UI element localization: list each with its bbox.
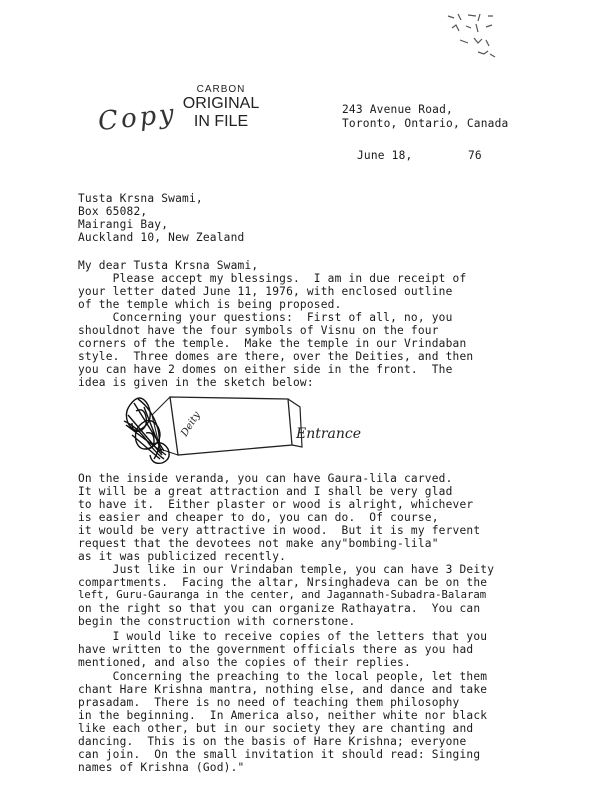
para6-line: in the beginning. In America also, neither white nor black (78, 709, 488, 722)
para2-line: style. Three domes are there, over the Deities, and then (78, 350, 474, 363)
para4-line: Just like in our Vrindaban temple, you can have 3 Deity (78, 563, 495, 576)
para1-line: your letter dated June 11, 1976, with enclosed outline (78, 285, 453, 298)
carbon-stamp (176, 84, 266, 131)
sketch-domes (124, 398, 169, 463)
para1-line: Please accept my blessings. I am in due receipt of (78, 272, 467, 285)
recipient-line-3: Mairangi Bay, (78, 218, 169, 231)
para4-line: left, Guru-Gauranga in the center, and Jagannath-Subadra-Balaram (78, 589, 487, 601)
para6-line: can join. On the small invitation it should read: Singing (78, 748, 481, 761)
sketch-label-deity: Deity (179, 410, 203, 439)
para3-line: as it was publicized recently. (78, 550, 287, 563)
para4-line: compartments. Facing the altar, Nrsinghadeva can be on the (78, 576, 488, 589)
copy-handwritten-note: Copy (96, 98, 179, 138)
para4-line: on the right so that you can organize Rathayatra. You can (78, 602, 481, 615)
para3-line: On the inside veranda, you can have Gaura-lila carved. (78, 472, 453, 485)
return-address-line-2: Toronto, Ontario, Canada (342, 117, 509, 130)
para3-line: request that the devotees not make any"bombing-lila" (78, 537, 439, 550)
para2-line: shouldnot have the four symbols of Visnu on the four (78, 324, 439, 337)
recipient-line-1: Tusta Krsna Swami, (78, 192, 203, 205)
para2-line: corners of the temple. Make the temple in our Vrindaban (78, 337, 467, 350)
para5-line: I would like to receive copies of the letters that you (78, 630, 488, 643)
stamp-line-original: ORIGINAL (182, 95, 260, 112)
para6-line: dancing. This is on the basis of Hare Krishna; everyone (78, 735, 467, 748)
stamp-line-in-file: IN FILE (193, 113, 249, 130)
sketch-label-entrance: Entrance (296, 426, 362, 442)
para4-line: begin the construction with cornerstone. (78, 615, 356, 628)
recipient-line-2: Box 65082, (78, 205, 148, 218)
para6-line: like each other, but in our society they are chanting and (78, 722, 474, 735)
para3-line: to have it. Either plaster or wood is alright, whichever (78, 498, 474, 511)
para6-line: Concerning the preaching to the local people, let them (78, 670, 488, 683)
para3-line: It will be a great attraction and I shall be very glad (78, 485, 453, 498)
temple-sketch (100, 385, 390, 480)
return-address-line-1: 243 Avenue Road, (342, 103, 453, 116)
para5-line: have written to the government officials there as you had (78, 643, 474, 656)
salutation: My dear Tusta Krsna Swami, (78, 259, 259, 272)
para6-line: names of Krishna (God)." (78, 761, 245, 774)
para1-line: of the temple which is being proposed. (78, 298, 342, 311)
para5-line: mentioned, and also the copies of their replies. (78, 656, 411, 669)
letter-date: June 18, 76 (357, 149, 482, 162)
recipient-line-4: Auckland 10, New Zealand (78, 231, 245, 244)
para3-line: it would be very attractive in wood. But it is my fervent (78, 524, 481, 537)
para6-line: prasadam. There is no need of teaching them philosophy (78, 696, 460, 709)
para2-line: you can have 2 domes on either side in the front. The (78, 363, 453, 376)
stamp-line-carbon: CARBON (196, 84, 246, 95)
para6-line: chant Hare Krishna mantra, nothing else, and dance and take (78, 683, 488, 696)
para3-line: is easier and cheaper to do, you can do. Of course, (78, 511, 439, 524)
para2-line: idea is given in the sketch below: (78, 376, 314, 389)
corner-scribble-icon (440, 10, 510, 65)
para2-line: Concerning your questions: First of all, no, you (78, 311, 453, 324)
